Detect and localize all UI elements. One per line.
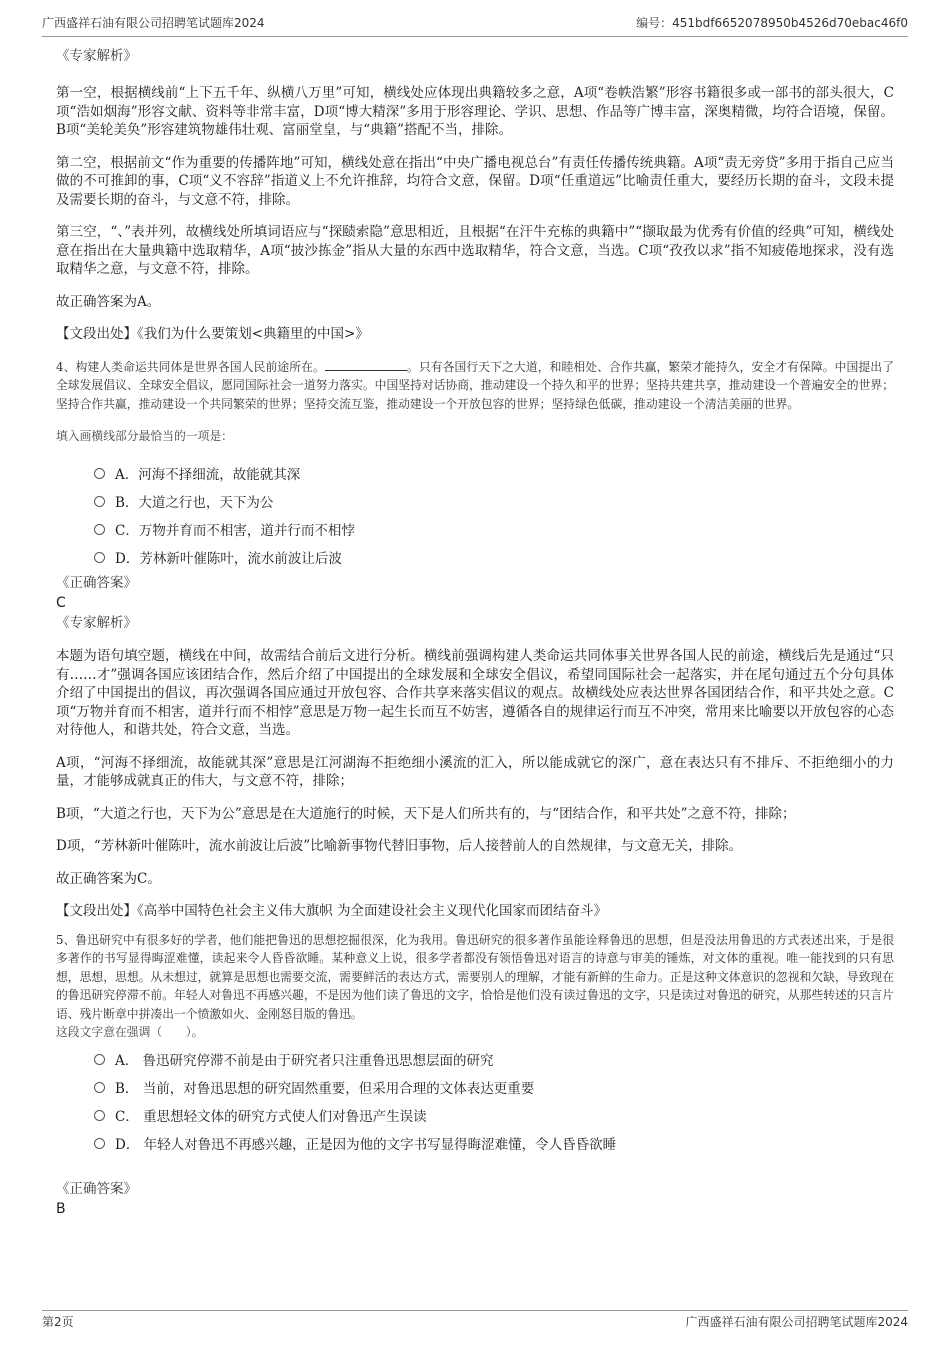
radio-icon[interactable]: [94, 496, 105, 507]
q4-prompt: 填入画横线部分最恰当的一项是：: [56, 429, 233, 443]
q4-option-b[interactable]: [94, 487, 894, 515]
q4-text-before: 4、构建人类命运共同体是世界各国人民前途所在。: [56, 359, 325, 374]
footer-divider: [42, 1310, 908, 1311]
q3-analysis-label: 《专家解析》: [56, 48, 137, 64]
q5-prompt: 这段文字意在强调（ ）。: [56, 1025, 204, 1039]
q5-answer-label: 《正确答案》: [56, 1181, 137, 1197]
header-company: 广西盛祥石油有限公司招聘笔试题库2024: [42, 16, 265, 30]
footer-page-number: 第2页: [42, 1315, 74, 1329]
q4-analysis-label: 《专家解析》: [56, 615, 137, 631]
q4-analysis-paragraph: A项，“河海不择细流，故能就其深”意思是江河湖海不拒绝细小溪流的汇入，所以能成就它的深广，意在表达只有不排斥、不拒绝细小的力量，才能够成就真正的伟大，与文意不符，排除；: [56, 754, 894, 789]
option-label: B．大道之行也，天下为公: [115, 495, 274, 511]
q4-text-after: 。只有各国行天下之大道，和睦相处、合作共赢，繁荣才能持久，安全才有保障。中国提出了全球发展倡议、全球安全倡议，愿同国际社会一道努力落实。中国坚持对话协商，推动建设一个持久和平的世界；坚持共建共享，推动建设一个普遍安全的世界；坚持合作共赢，推动建设一个共同繁荣的世界；坚持交流互鉴，推动建设一个开放包容的世界；坚持绿色低碳，推动建设一个清洁美丽的世界。: [56, 359, 894, 411]
q4-fill-blank: [325, 358, 407, 371]
q5-option-a[interactable]: [94, 1045, 894, 1073]
q4-analysis-paragraph: B项，“大道之行也，天下为公”意思是在大道施行的时候，天下是人们所共有的，与“团结合作，和平共处”之意不符，排除；: [56, 805, 796, 822]
q3-final-answer: 故正确答案为A。: [56, 293, 161, 310]
q5-option-d[interactable]: [94, 1129, 894, 1157]
page-header: [42, 14, 908, 36]
radio-icon[interactable]: [94, 524, 105, 535]
option-label: B． 当前，对鲁迅思想的研究固然重要，但采用合理的文体表达更重要: [115, 1081, 535, 1097]
q4-analysis-paragraph: D项，“芳林新叶催陈叶，流水前波让后波”比喻新事物代替旧事物，后人接替前人的自然规律，与文意无关，排除。: [56, 838, 743, 854]
q4-analysis-paragraph: 本题为语句填空题，横线在中间，故需结合前后文进行分析。横线前强调构建人类命运共同体事关世界各国人民的前途，横线后先是通过“只有……才”强调各国应该团结合作，然后介绍了中国提出的全球发展和全球安全倡议，希望同国际社会一起落实，并在尾句通过五个分句具体介绍了中国提出的倡议，再次强调各国应通过开放包容、合作共享来落实倡议的观点。故横线处应表达世界各国团结合作，和平共处之意。C项“万物并育而不相害，道并行而不相悖”意思是万物一起生长而互不妨害，遵循各自的规律运行而互不冲突，常用来比喻要以开放包容的心态对待他人，和谐共处，符合文意，当选。: [56, 648, 894, 738]
q5-option-b[interactable]: [94, 1073, 894, 1101]
page-content: [56, 40, 894, 1219]
q4-options: [94, 459, 894, 571]
option-label: D．芳林新叶催陈叶，流水前波让后波: [115, 551, 342, 567]
q4-final-answer: 故正确答案为C。: [56, 870, 161, 887]
q5-question-text: 5、鲁迅研究中有很多好的学者，他们能把鲁迅的思想挖掘很深，化为我用。鲁迅研究的很多著作虽能诠释鲁迅的思想，但是没法用鲁迅的方式表述出来，于是很多著作的书写显得晦涩难懂，读起来令人昏昏欲睡。某种意义上说，很多学者都没有领悟鲁迅对语言的诗意与审美的锤炼，对文体的重视。唯一能找到的只有思想，思想，思想。从未想过，就算是思想也需要交流，需要鲜活的表达方式，需要别人的理解，才能有新鲜的生命力。正是这种文体意识的忽视和欠缺，导致现在的鲁迅研究停滞不前。年轻人对鲁迅不再感兴趣，不是因为他们读了鲁迅的文字，恰恰是他们没有读过鲁迅的文字，只是读过对鲁迅的研究，从那些转述的只言片语、残片断章中拼凑出一个愤激如火、金刚怒目版的鲁迅。: [56, 932, 894, 1021]
q4-option-d[interactable]: [94, 543, 894, 571]
radio-icon[interactable]: [94, 552, 105, 563]
q4-option-a[interactable]: [94, 459, 894, 487]
q4-answer-label: 《正确答案》: [56, 575, 137, 591]
q5-options: [94, 1045, 894, 1157]
radio-icon[interactable]: [94, 1082, 105, 1093]
q3-source: 【文段出处】《我们为什么要策划<典籍里的中国>》: [56, 326, 369, 342]
q4-answer: C: [56, 595, 66, 611]
radio-icon[interactable]: [94, 1054, 105, 1065]
radio-icon[interactable]: [94, 1138, 105, 1149]
page-footer: [42, 1313, 908, 1333]
q4-source: 【文段出处】《高举中国特色社会主义伟大旗帜 为全面建设社会主义现代化国家而团结奋斗》: [56, 903, 608, 919]
q4-option-c[interactable]: [94, 515, 894, 543]
radio-icon[interactable]: [94, 468, 105, 479]
q4-question-text: [56, 358, 894, 414]
footer-company: 广西盛祥石油有限公司招聘笔试题库2024: [685, 1315, 908, 1329]
option-label: D． 年轻人对鲁迅不再感兴趣，正是因为他的文字书写显得晦涩难懂，令人昏昏欲睡: [115, 1137, 617, 1153]
option-label: C． 重思想轻文体的研究方式使人们对鲁迅产生误读: [115, 1109, 427, 1125]
q3-analysis-paragraph: 第三空，“、”表并列，故横线处所填词语应与“探赜索隐”意思相近，且根据“在汗牛充栋的典籍中”“撷取最为优秀有价值的经典”可知，横线处意在指出在大量典籍中选取精华，A项“披沙拣金”指从大量的东西中选取精华，符合文意，当选。C项“孜孜以求”指不知疲倦地探求，没有选取精华之意，与文意不符，排除。: [56, 224, 894, 277]
q5-option-c[interactable]: [94, 1101, 894, 1129]
header-doc-code: 编号：451bdf6652078950b4526d70ebac46f0: [636, 16, 908, 30]
radio-icon[interactable]: [94, 1110, 105, 1121]
option-label: C．万物并育而不相害，道并行而不相悖: [115, 523, 355, 539]
header-divider: [42, 36, 908, 37]
q5-answer: B: [56, 1201, 66, 1217]
q3-analysis-paragraph: 第一空，根据横线前“上下五千年、纵横八万里”可知，横线处应体现出典籍较多之意，A项“卷帙浩繁”形容书籍很多或一部书的部头很大，C项“浩如烟海”形容文献、资料等非常丰富，D项“博大精深”多用于形容理论、学识、思想、作品等广博丰富，深奥精微，均符合语境，保留。B项“美轮美奂”形容建筑物雄伟壮观、富丽堂皇，与“典籍”搭配不当，排除。: [56, 85, 894, 138]
option-label: A． 鲁迅研究停滞不前是由于研究者只注重鲁迅思想层面的研究: [115, 1053, 494, 1069]
q3-analysis-paragraph: 第二空，根据前文“作为重要的传播阵地”可知，横线处意在指出“中央广播电视总台”有责任传播传统典籍。A项“责无旁贷”多用于指自己应当做的不可推卸的事，C项“义不容辞”指道义上不允许推辞，均符合文意，保留。D项“任重道远”比喻责任重大，要经历长期的奋斗，文段未提及需要长期的奋斗，与文意不符，排除。: [56, 154, 894, 208]
option-label: A．河海不择细流，故能就其深: [115, 467, 301, 483]
